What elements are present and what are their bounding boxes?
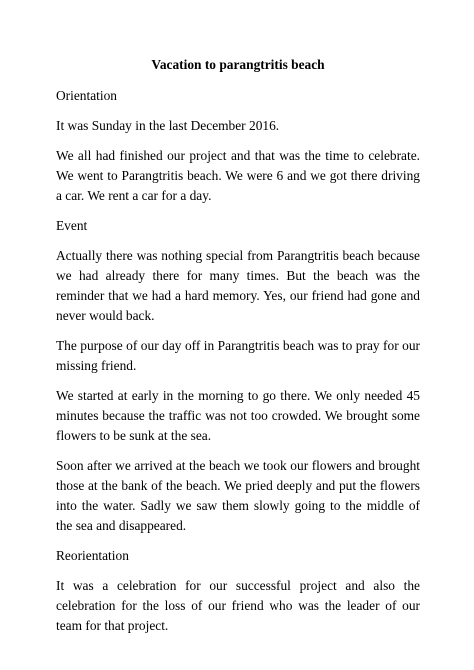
document-title: Vacation to parangtritis beach — [151, 57, 325, 72]
paragraph: Actually there was nothing special from Parangtritis beach because we had already there for many times. But the beach was the reminder that we had a hard memory. Yes, our friend had gone and never would back. — [56, 248, 420, 323]
paragraph: We started at early in the morning to go there. We only needed 45 minutes because the traffic was not too crowded. We brought some flowers to be sunk at the sea. — [56, 388, 420, 443]
document-body — [56, 55, 420, 646]
heading-reorientation: Reorientation — [56, 548, 129, 563]
paragraph: We all had finished our project and that was the time to celebrate. We went to Parangtritis beach. We were 6 and we got there driving a car. We rent a car for a day. — [56, 148, 420, 203]
paragraph: The purpose of our day off in Parangtritis beach was to pray for our missing friend. — [56, 338, 420, 373]
heading-orientation: Orientation — [56, 88, 117, 103]
heading-event: Event — [56, 218, 88, 233]
paragraph: It was a celebration for our successful project and also the celebration for the loss of our friend who was the leader of our team for that project. — [56, 578, 420, 633]
paragraph: It was Sunday in the last December 2016. — [56, 118, 280, 133]
paragraph: Soon after we arrived at the beach we took our flowers and brought those at the bank of the beach. We pried deeply and put the flowers into the water. Sadly we saw them slowly going to the middle of the sea and disappeared. — [56, 458, 420, 533]
